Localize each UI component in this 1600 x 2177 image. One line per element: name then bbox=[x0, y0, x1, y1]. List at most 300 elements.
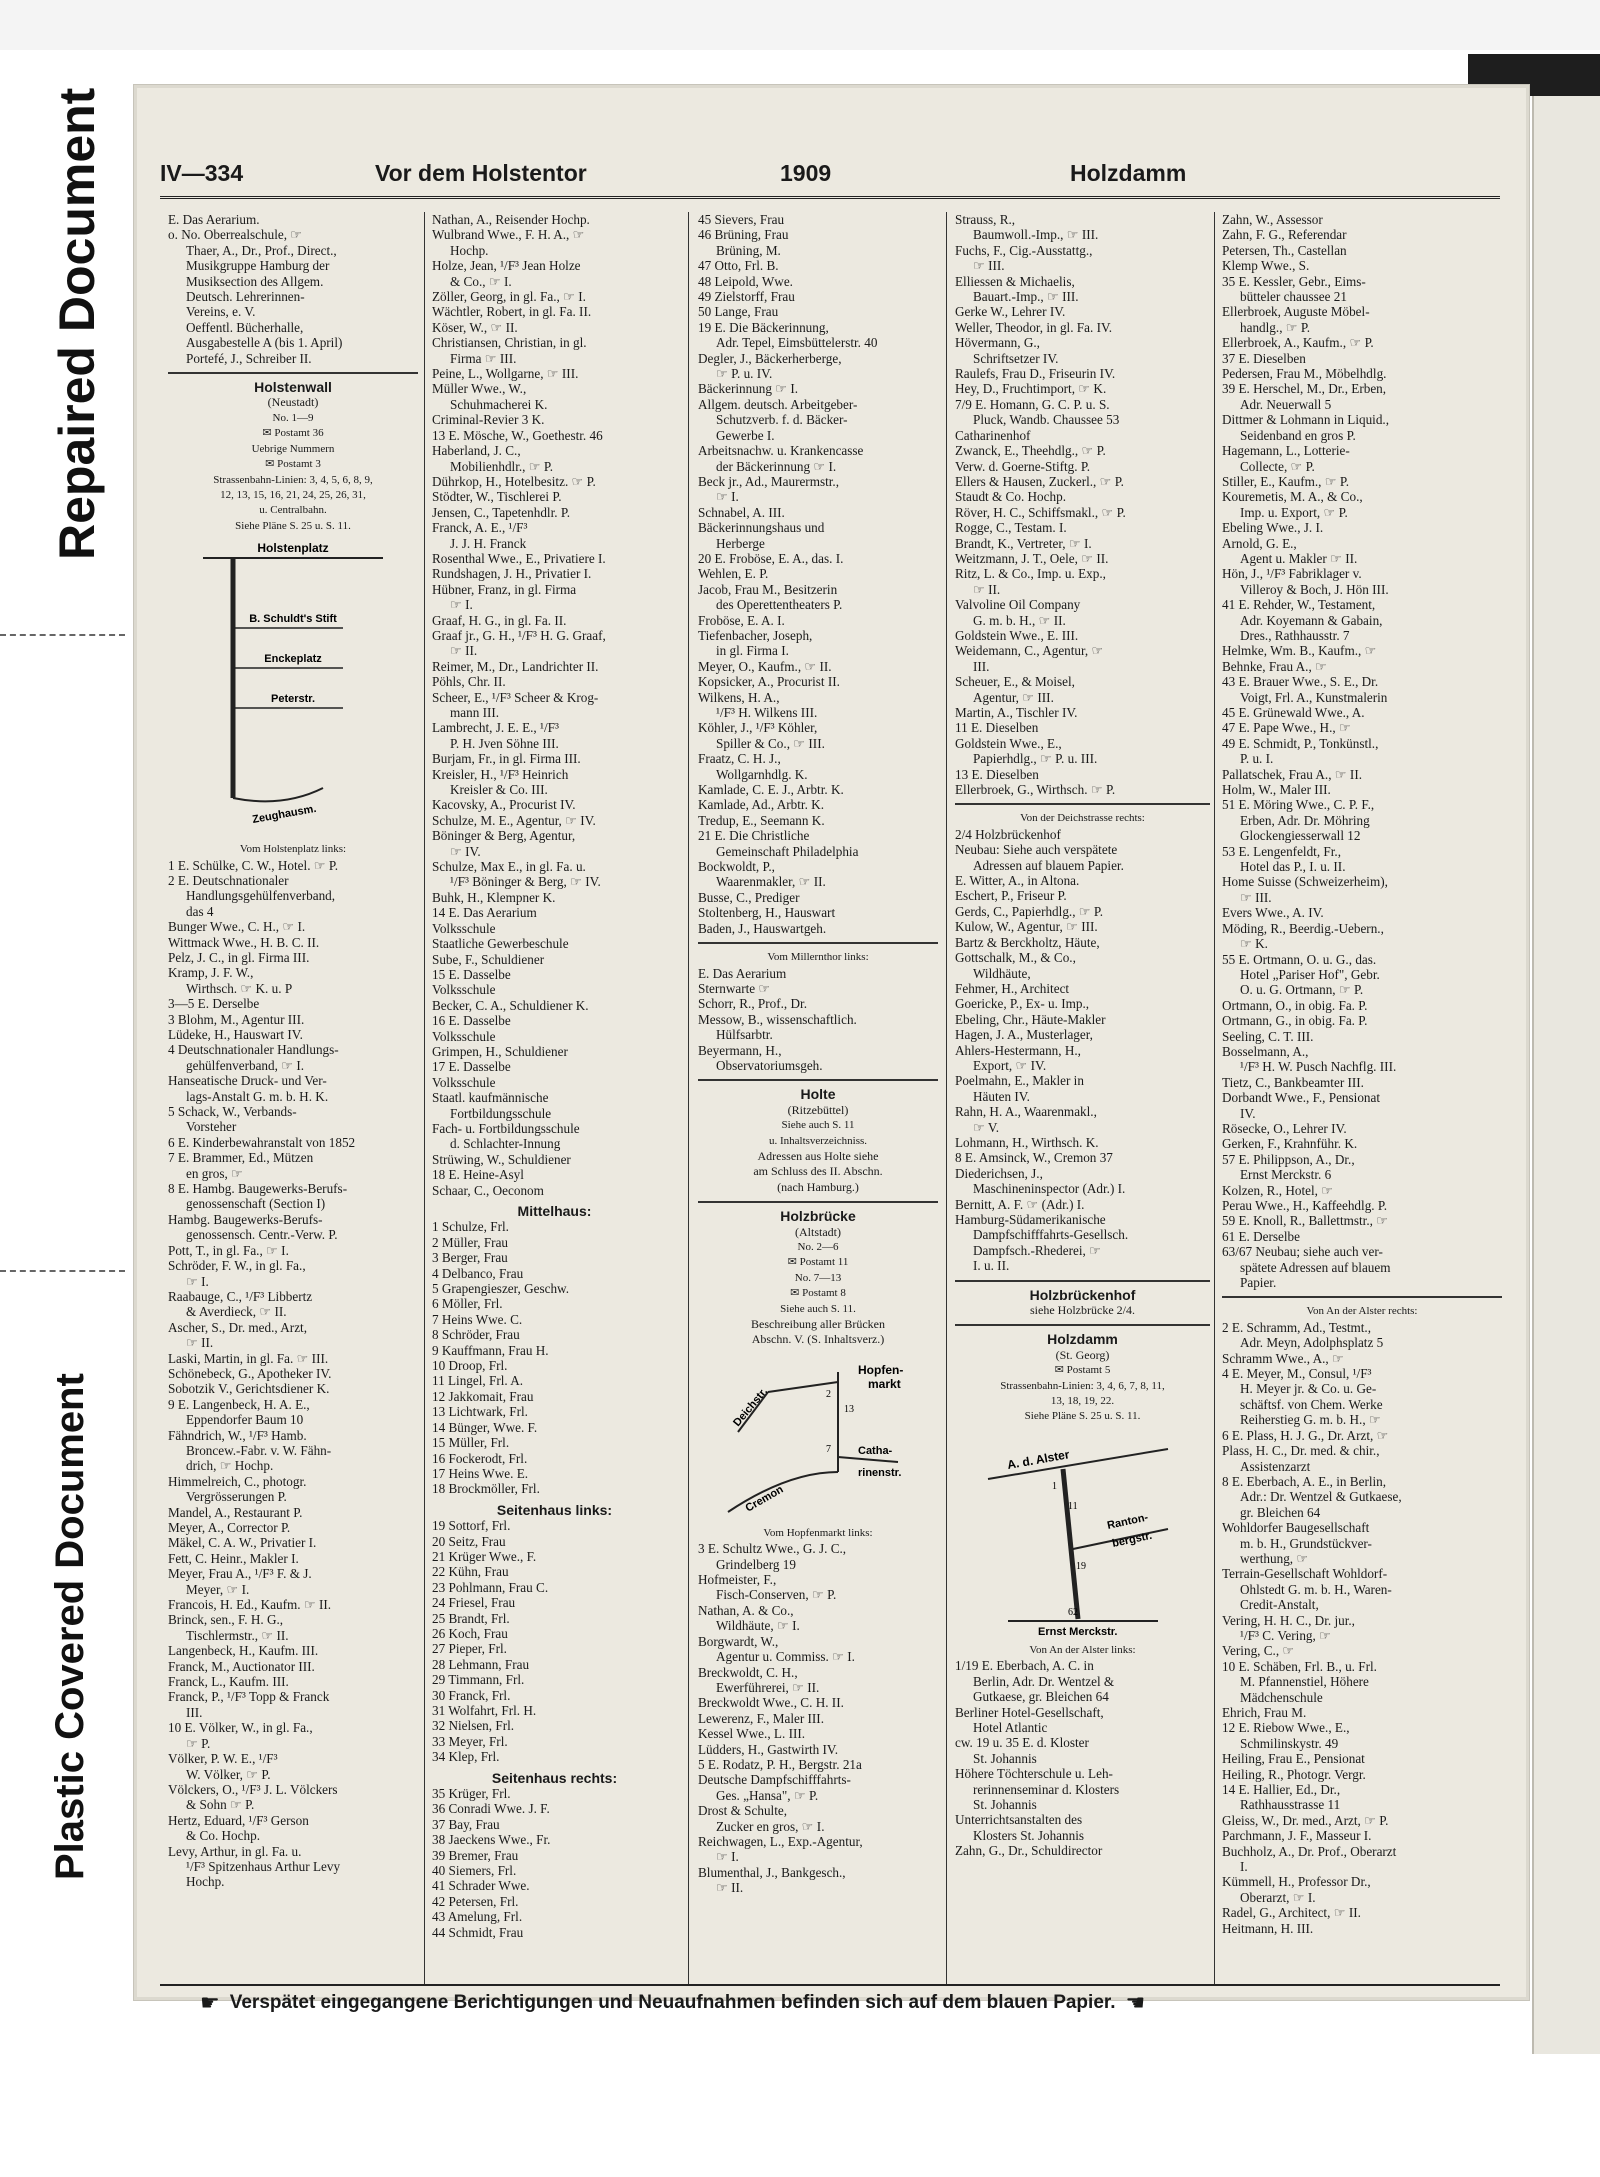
directory-entry: Gerds, C., Papierhdlg., ☞ P. bbox=[955, 903, 1104, 919]
map-number: 11 bbox=[1067, 1500, 1078, 1512]
directory-entry: Hübner, Franz, in gl. Firma bbox=[432, 581, 577, 597]
directory-entry: Volksschule bbox=[432, 982, 496, 998]
directory-entry: Gewerbe I. bbox=[716, 427, 775, 443]
section-rule bbox=[698, 942, 938, 944]
directory-entry: Franck, M., Auctionator III. bbox=[168, 1658, 315, 1674]
directory-entry: drich, ☞ Hochp. bbox=[186, 1458, 274, 1474]
directory-entry: Franck, P., ¹/F³ Topp & Franck bbox=[168, 1689, 330, 1705]
directory-entry: Hülfsarbtr. bbox=[716, 1027, 773, 1043]
directory-entry: Borgwardt, W., bbox=[698, 1633, 779, 1649]
section-heading: Holte bbox=[800, 1087, 836, 1103]
directory-entry: Neubau: Siehe auch verspätete bbox=[955, 842, 1118, 858]
directory-entry: Fach- u. Fortbildungsschule bbox=[432, 1120, 580, 1136]
directory-entry: Seeling, C. T. III. bbox=[1222, 1028, 1314, 1044]
directory-entry: Vering, C., ☞ bbox=[1222, 1643, 1295, 1659]
directory-entry: Himmelreich, C., photogr. bbox=[168, 1473, 307, 1489]
directory-entry: IV. bbox=[1240, 1105, 1256, 1121]
directory-entry: Adr. Tepel, Eimsbüttelerstr. 40 bbox=[716, 335, 878, 351]
directory-entry: 43 E. Brauer Wwe., S. E., Dr. bbox=[1222, 674, 1379, 690]
directory-entry: 2/4 Holzbrückenhof bbox=[955, 826, 1061, 842]
directory-entry: Ritz, L. & Co., Imp. u. Exp., bbox=[955, 566, 1106, 582]
directory-entry: Raabauge, C., ¹/F³ Libbertz bbox=[168, 1288, 313, 1304]
directory-entry: Musiksection des Allgem. bbox=[186, 273, 324, 289]
directory-entry: Papier. bbox=[1240, 1275, 1277, 1291]
column-divider bbox=[688, 212, 689, 1984]
directory-entry: cw. 19 u. 35 E. d. Kloster bbox=[955, 1735, 1089, 1751]
directory-entry: ☞ V. bbox=[973, 1119, 999, 1135]
directory-column-3 bbox=[698, 212, 938, 1982]
directory-entry: Bäckerinnung ☞ I. bbox=[698, 381, 799, 397]
directory-entry: 45 E. Grünewald Wwe., A. bbox=[1222, 705, 1365, 720]
directory-entry: Oeffentl. Bücherhalle, bbox=[186, 319, 304, 335]
section-note: No. 2—6 bbox=[797, 1241, 839, 1253]
directory-entry: Zahn, G., Dr., Schuldirector bbox=[955, 1843, 1103, 1859]
directory-entry: E. Das Aerarium. bbox=[168, 212, 260, 227]
section-heading: Holzdamm bbox=[1047, 1332, 1118, 1348]
adjacent-page-edge bbox=[1532, 54, 1600, 2054]
directory-entry: Ellers & Hausen, Zuckerl., ☞ P. bbox=[955, 473, 1124, 489]
map-label: A. d. Alster bbox=[1005, 1447, 1070, 1472]
map-number: 62 bbox=[1067, 1606, 1078, 1618]
directory-entry: Pott, T., in gl. Fa., ☞ I. bbox=[168, 1242, 289, 1258]
directory-entry: 42 Petersen, Frl. bbox=[432, 1893, 519, 1909]
directory-entry: 20 Seitz, Frau bbox=[432, 1533, 506, 1549]
directory-entry: Hertz, Eduard, ¹/F³ Gerson bbox=[168, 1812, 309, 1828]
map-label: markt bbox=[868, 1376, 901, 1391]
directory-entry: Evers Wwe., A. IV. bbox=[1222, 905, 1324, 921]
directory-entry: Ebeling, Chr., Häute-Makler bbox=[955, 1011, 1106, 1027]
holzdamm-street-map bbox=[968, 1429, 1198, 1639]
directory-entry: 21 E. Die Christliche bbox=[698, 828, 810, 844]
directory-entry: 8 E. Amsinck, W., Cremon 37 bbox=[955, 1150, 1113, 1166]
directory-entry: P. H. Jven Söhne III. bbox=[450, 735, 559, 751]
section-note: u. Inhaltsverzeichniss. bbox=[768, 1134, 868, 1147]
directory-entry: Staatliche Gewerbeschule bbox=[432, 936, 569, 952]
map-label: Enckeplatz bbox=[264, 653, 322, 666]
directory-entry: Ewerführerei, ☞ II. bbox=[716, 1679, 820, 1695]
directory-entry: Parchmann, J. F., Masseur I. bbox=[1222, 1828, 1372, 1844]
directory-entry: 40 Siemers, Frl. bbox=[432, 1863, 517, 1879]
directory-entry: 47 E. Pape Wwe., H., ☞ bbox=[1222, 720, 1351, 736]
directory-entry: Schulze, Max E., in gl. Fa. u. bbox=[432, 859, 586, 875]
directory-entry: & Co. Hochp. bbox=[186, 1828, 260, 1844]
directory-entry: 37 E. Dieselben bbox=[1222, 350, 1306, 366]
directory-entry: 17 E. Dasselbe bbox=[432, 1059, 511, 1075]
directory-entry: Ges. „Hansa", ☞ P. bbox=[716, 1787, 819, 1803]
directory-entry: St. Johannis bbox=[973, 1750, 1037, 1766]
directory-entry: Volksschule bbox=[432, 1028, 496, 1044]
section-note: No. 7—13 bbox=[794, 1271, 842, 1284]
directory-entry: Volksschule bbox=[432, 1074, 496, 1090]
directory-entry: Rösecke, O., Lehrer IV. bbox=[1222, 1120, 1347, 1136]
directory-entry: Thaer, A., Dr., Prof., Direct., bbox=[186, 242, 337, 258]
directory-entry: Berlin, Adr. Dr. Wentzel & bbox=[973, 1673, 1115, 1689]
directory-entry: der Bäckerinnung ☞ I. bbox=[716, 458, 837, 474]
directory-entry: Schönebeck, G., Apotheker IV. bbox=[168, 1365, 332, 1381]
map-label: B. Schuldt's Stift bbox=[249, 613, 337, 626]
section-subtitle: Beschreibung aller Brücken bbox=[751, 1317, 885, 1332]
directory-entry: 8 Schröder, Frau bbox=[432, 1327, 520, 1343]
directory-entry: Raulefs, Frau D., Friseurin IV. bbox=[955, 366, 1116, 382]
section-note: Vom Holstenplatz links: bbox=[239, 843, 347, 856]
directory-entry: 37 Bay, Frau bbox=[432, 1816, 500, 1832]
map-label: Deichstr. bbox=[731, 1385, 771, 1429]
directory-entry: ☞ I. bbox=[716, 489, 739, 505]
directory-entry: ¹/F³ H. W. Pusch Nachflg. III. bbox=[1240, 1059, 1397, 1075]
directory-entry: 11 Lingel, Frl. A. bbox=[432, 1373, 524, 1389]
directory-entry: en gros, ☞ bbox=[186, 1165, 243, 1181]
directory-entry: 9 Kauffmann, Frau H. bbox=[432, 1342, 549, 1358]
section-rule bbox=[698, 1079, 938, 1081]
directory-entry: 20 E. Froböse, E. A., das. I. bbox=[698, 550, 844, 566]
directory-entry: & Co., ☞ I. bbox=[450, 273, 512, 289]
directory-entry: Fähndrich, W., ¹/F³ Hamb. bbox=[168, 1427, 307, 1443]
directory-entry: Reimer, M., Dr., Landrichter II. bbox=[432, 658, 599, 674]
directory-entry: Schröder, F. W., in gl. Fa., bbox=[168, 1258, 306, 1274]
directory-entry: I. bbox=[1240, 1859, 1248, 1875]
section-note: Vom Hopfenmarkt links: bbox=[763, 1526, 873, 1539]
directory-entry: Dührkop, H., Hotelbesitz. ☞ P. bbox=[432, 473, 596, 489]
section-note: Vom Millernthor links: bbox=[767, 951, 869, 964]
directory-entry: 41 E. Rehder, W., Testament, bbox=[1222, 597, 1376, 613]
directory-entry: Staatl. kaufmännische bbox=[432, 1090, 549, 1106]
separator-dashed bbox=[0, 634, 125, 636]
column-divider bbox=[1214, 212, 1215, 1984]
directory-entry: Gerke W., Lehrer IV. bbox=[955, 304, 1066, 320]
directory-entry: 3 Blohm, M., Agentur III. bbox=[168, 1011, 305, 1027]
directory-entry: 10 Droop, Frl. bbox=[432, 1358, 508, 1374]
directory-entry: ☞ II. bbox=[450, 643, 478, 659]
directory-entry: Goericke, P., Ex- u. Imp., bbox=[955, 996, 1090, 1012]
directory-entry: Wohldorfer Baugesellschaft bbox=[1222, 1520, 1370, 1536]
section-note: u. Centralbahn. bbox=[259, 504, 327, 517]
directory-entry: Ellerbroek, A., Kaufm., ☞ P. bbox=[1222, 335, 1374, 351]
section-note: Strassenbahn-Linien: 3, 4, 5, 6, 8, 9, bbox=[213, 473, 373, 486]
next-street-title: Holzdamm bbox=[1070, 160, 1187, 186]
directory-entry: Zahn, F. G., Referendar bbox=[1222, 227, 1347, 243]
directory-entry: Böninger & Berg, Agentur, bbox=[432, 828, 576, 844]
directory-entry: Gottschalk, M., & Co., bbox=[955, 950, 1076, 966]
section-note: Von An der Alster rechts: bbox=[1306, 1305, 1418, 1318]
directory-entry: 5 E. Rodatz, P. H., Bergstr. 21a bbox=[698, 1756, 862, 1772]
section-note: No. 1—9 bbox=[272, 411, 314, 424]
section-subtitle: (Altstadt) bbox=[795, 1224, 841, 1239]
directory-entry: Wildhäute, bbox=[973, 965, 1031, 981]
directory-entry: III. bbox=[186, 1704, 203, 1720]
directory-entry: Jensen, C., Tapetenhdlr. P. bbox=[432, 504, 571, 520]
directory-entry: 31 Wolfahrt, Frl. H. bbox=[432, 1703, 537, 1718]
page-header bbox=[160, 160, 1500, 190]
directory-entry: Rahn, H. A., Waarenmakl., bbox=[955, 1104, 1097, 1120]
directory-entry: Oberarzt, ☞ I. bbox=[1240, 1889, 1316, 1905]
directory-entry: Criminal-Revier 3 K. bbox=[432, 412, 545, 428]
directory-entry: Agentur, ☞ III. bbox=[973, 689, 1054, 705]
directory-entry: Schorr, R., Prof., Dr. bbox=[698, 996, 807, 1012]
directory-entry: Fisch-Conserven, ☞ P. bbox=[716, 1587, 837, 1603]
directory-entry: Laski, Martin, in gl. Fa. ☞ III. bbox=[168, 1350, 329, 1366]
page-number: IV—334 bbox=[160, 160, 244, 186]
directory-entry: 7 E. Brammer, Ed., Mützen bbox=[168, 1150, 314, 1166]
directory-entry: Arbeitsnachw. u. Krankencasse bbox=[698, 443, 864, 459]
directory-entry: Burjam, Fr., in gl. Firma III. bbox=[432, 751, 581, 767]
directory-entry: Tredup, E., Seemann K. bbox=[698, 812, 825, 828]
directory-entry: Sobotzik V., Gerichtsdiener K. bbox=[168, 1381, 330, 1397]
directory-entry: Ellerbroek, Auguste Möbel- bbox=[1222, 304, 1370, 320]
directory-entry: Goldstein Wwe., E., bbox=[955, 735, 1062, 751]
directory-entry: Klosters St. Johannis bbox=[973, 1827, 1084, 1843]
footer-notice bbox=[200, 1990, 1500, 2016]
directory-entry: Rogge, C., Testam. I. bbox=[955, 520, 1067, 536]
directory-entry: Schulze, M. E., Agentur, ☞ IV. bbox=[432, 812, 596, 828]
hopfenmarkt-street-map bbox=[708, 1352, 928, 1522]
directory-entry: Hagen, J. A., Musterlager, bbox=[955, 1027, 1093, 1043]
section-note: Siehe Pläne S. 25 u. S. 11. bbox=[1024, 1410, 1141, 1423]
map-label: Holstenplatz bbox=[257, 541, 329, 556]
directory-entry: Pluck, Wandb. Chaussee 53 bbox=[973, 412, 1120, 428]
directory-entry: Jacob, Frau M., Besitzerin bbox=[698, 581, 838, 597]
directory-entry: Gerken, F., Krahnführ. K. bbox=[1222, 1136, 1358, 1152]
section-subtitle: (Neustadt) bbox=[267, 395, 319, 410]
directory-entry: Beck jr., Ad., Maurermstr., bbox=[698, 473, 840, 489]
directory-entry: 9 E. Langenbeck, H. A. E., bbox=[168, 1396, 310, 1412]
directory-entry: Heiling, R., Photogr. Vergr. bbox=[1222, 1766, 1366, 1782]
directory-entry: 2 Müller, Frau bbox=[432, 1234, 509, 1250]
directory-entry: Dampfschifffahrts-Gesellsch. bbox=[973, 1227, 1129, 1243]
directory-entry: Grimpen, H., Schuldiener bbox=[432, 1043, 568, 1059]
directory-entry: Volksschule bbox=[432, 920, 496, 936]
directory-entry: Zwanck, E., Theehdlg., ☞ P. bbox=[955, 443, 1106, 459]
directory-entry: Lohmann, H., Wirthsch. K. bbox=[955, 1134, 1099, 1150]
section-note: Von An der Alster links: bbox=[1029, 1643, 1136, 1656]
directory-entry: ☞ I. bbox=[186, 1273, 209, 1289]
street-title: Vor dem Holstentor bbox=[375, 160, 587, 186]
directory-entry: Wirthsch. ☞ K. u. P bbox=[186, 980, 293, 996]
directory-entry: Diederichsen, J., bbox=[955, 1165, 1043, 1181]
directory-entry: Ohlstedt G. m. b. H., Waren- bbox=[1240, 1581, 1392, 1597]
map-label: Peterstr. bbox=[270, 693, 316, 706]
directory-entry: Hey, D., Fruchtimport, ☞ K. bbox=[955, 381, 1107, 397]
directory-entry: 32 Nielsen, Frl. bbox=[432, 1718, 515, 1734]
directory-entry: 3 E. Schultz Wwe., G. J. C., bbox=[698, 1541, 847, 1557]
directory-entry: Maschineninspector (Adr.) I. bbox=[973, 1181, 1126, 1197]
directory-entry: Holze, Jean, ¹/F³ Jean Holze bbox=[432, 258, 581, 274]
directory-entry: G. m. b. H., ☞ II. bbox=[973, 612, 1066, 628]
directory-entry: 4 E. Meyer, M., Consul, ¹/F³ bbox=[1222, 1366, 1372, 1382]
directory-entry: Schmilinskystr. 49 bbox=[1240, 1735, 1339, 1751]
directory-entry: o. No. Oberrealschule, ☞ bbox=[168, 227, 303, 243]
directory-entry: Terrain-Gesellschaft Wohldorf- bbox=[1222, 1566, 1388, 1582]
directory-entry: Berliner Hotel-Gesellschaft, bbox=[955, 1704, 1104, 1720]
directory-column-4 bbox=[955, 212, 1210, 1982]
directory-entry: Fortbildungsschule bbox=[450, 1105, 552, 1121]
map-label: Catha- bbox=[858, 1444, 893, 1457]
directory-entry: Klemp Wwe., S. bbox=[1222, 258, 1310, 274]
directory-entry: 14 Bünger, Wwe. F. bbox=[432, 1419, 538, 1435]
directory-entry: Meyer, Frau A., ¹/F³ F. & J. bbox=[168, 1566, 312, 1582]
section-note: 13, 18, 19, 22. bbox=[1050, 1395, 1115, 1408]
directory-entry: Brinck, sen., F. H. G., bbox=[168, 1612, 284, 1628]
directory-entry: Froböse, E. A. I. bbox=[698, 612, 785, 628]
directory-entry: 59 E. Knoll, R., Ballettmstr., ☞ bbox=[1222, 1213, 1389, 1229]
directory-entry: Wächtler, Robert, in gl. Fa. II. bbox=[432, 304, 592, 320]
directory-entry: Peine, L., Wollgarne, ☞ III. bbox=[432, 366, 579, 382]
directory-entry: Catharinenhof bbox=[955, 427, 1031, 443]
directory-entry: Rosenthal Wwe., E., Privatiere I. bbox=[432, 550, 606, 566]
directory-entry: ☞ II. bbox=[716, 1880, 744, 1896]
directory-entry: Papierhdlg., ☞ P. u. III. bbox=[973, 751, 1098, 767]
directory-entry: rerinnenseminar d. Klosters bbox=[973, 1781, 1120, 1797]
directory-entry: 8 E. Eberbach, A. E., in Berlin, bbox=[1222, 1473, 1387, 1489]
directory-entry: ¹/F³ Spitzenhaus Arthur Levy bbox=[186, 1858, 341, 1874]
directory-entry: Kümmell, H., Professor Dr., bbox=[1222, 1874, 1371, 1890]
directory-entry: J. J. H. Franck bbox=[450, 535, 527, 551]
section-note: Siehe auch S. 11 bbox=[781, 1119, 855, 1132]
section-heading: Holstenwall bbox=[254, 380, 332, 396]
directory-entry: Voigt, Frl. A., Kunstmalerin bbox=[1240, 689, 1388, 705]
directory-entry: Hotel „Pariser Hof", Gebr. bbox=[1240, 966, 1380, 982]
directory-entry: 3—5 E. Derselbe bbox=[168, 996, 260, 1012]
directory-entry: Imp. u. Export, ☞ P. bbox=[1240, 504, 1348, 520]
directory-entry: Mandel, A., Restaurant P. bbox=[168, 1504, 303, 1520]
directory-entry: d. Schlachter-Innung bbox=[450, 1136, 561, 1152]
section-rule bbox=[1222, 1296, 1502, 1298]
directory-entry: Ahlers-Hestermann, H., bbox=[955, 1042, 1081, 1058]
directory-entry: Allgem. deutsch. Arbeitgeber- bbox=[698, 396, 858, 412]
directory-entry: Völker, P. W. E., ¹/F³ bbox=[168, 1751, 278, 1767]
directory-entry: Dittmer & Lohmann in Liquid., bbox=[1222, 412, 1390, 428]
directory-entry: Firma ☞ III. bbox=[450, 350, 517, 366]
directory-entry: Export, ☞ IV. bbox=[973, 1057, 1047, 1073]
footer-rule bbox=[160, 1984, 1500, 1986]
directory-entry: 25 Brandt, Frl. bbox=[432, 1610, 510, 1626]
directory-entry: Bosselmann, A., bbox=[1222, 1043, 1309, 1059]
header-rule bbox=[160, 196, 1500, 199]
directory-entry: Sternwarte ☞ bbox=[698, 980, 771, 996]
directory-entry: Kamlade, Ad., Arbtr. K. bbox=[698, 797, 824, 813]
directory-entry: Meyer, ☞ I. bbox=[186, 1581, 250, 1597]
section-heading: Holzbrücke bbox=[780, 1209, 856, 1225]
directory-entry: Kacovsky, A., Procurist IV. bbox=[432, 797, 576, 813]
directory-entry: Brüning, M. bbox=[716, 242, 781, 258]
directory-entry: 21 Krüger Wwe., F. bbox=[432, 1548, 537, 1564]
directory-entry: Portefé, J., Schreiber II. bbox=[186, 350, 312, 366]
directory-entry: 11 E. Dieselben bbox=[955, 720, 1039, 736]
directory-entry: Bäckerinnungshaus und bbox=[698, 520, 825, 536]
section-heading: Holzbrückenhof bbox=[1029, 1287, 1136, 1303]
directory-entry: Seidenband en gros P. bbox=[1240, 427, 1356, 443]
directory-entry: Baden, J., Hauswartgeh. bbox=[698, 920, 827, 936]
directory-entry: ¹/F³ Böninger & Berg, ☞ IV. bbox=[450, 874, 601, 890]
directory-entry: Vergrösserungen P. bbox=[186, 1489, 287, 1505]
directory-entry: ☞ K. bbox=[1240, 936, 1268, 952]
directory-entry: Ortmann, G., in obig. Fa. P. bbox=[1222, 1013, 1368, 1029]
directory-entry: ¹/F³ H. Wilkens III. bbox=[716, 705, 818, 720]
section-note: Strassenbahn-Linien: 3, 4, 6, 7, 8, 11, bbox=[1000, 1379, 1165, 1392]
directory-entry: 34 Klep, Frl. bbox=[432, 1749, 500, 1765]
directory-entry: 16 Fockerodt, Frl. bbox=[432, 1450, 528, 1466]
directory-entry: Deutsch. Lehrerinnen- bbox=[186, 289, 305, 305]
directory-entry: Röver, H. C., Schiffsmakl., ☞ P. bbox=[955, 504, 1126, 520]
directory-entry: Assistenzarzt bbox=[1240, 1458, 1311, 1474]
directory-entry: P. u. I. bbox=[1240, 751, 1274, 767]
directory-entry: Tietz, C., Bankbeamter III. bbox=[1222, 1074, 1364, 1090]
directory-entry: Stiller, E., Kaufm., ☞ P. bbox=[1222, 473, 1350, 489]
directory-entry: Mädchenschule bbox=[1240, 1689, 1323, 1705]
directory-entry: ☞ I. bbox=[716, 1849, 739, 1865]
directory-entry: 13 E. Mösche, W., Goethestr. 46 bbox=[432, 427, 603, 443]
directory-entry: Kreisler, H., ¹/F³ Heinrich bbox=[432, 766, 569, 782]
map-number: 2 bbox=[826, 1388, 831, 1400]
directory-entry: Möding, R., Beerdig.-Uebern., bbox=[1222, 920, 1384, 936]
section-subtitle: (Ritzebüttel) bbox=[787, 1102, 849, 1117]
directory-entry: Schutzverb. f. d. Bäcker- bbox=[716, 412, 848, 428]
directory-entry: 44 Schmidt, Frau bbox=[432, 1924, 524, 1940]
directory-entry: 36 Conradi Wwe. J. F. bbox=[432, 1801, 550, 1817]
directory-entry: Bartz & Berckholtz, Häute, bbox=[955, 934, 1100, 950]
directory-entry: Scheer, E., ¹/F³ Scheer & Krog- bbox=[432, 689, 599, 705]
directory-entry: Vereins, e. V. bbox=[186, 304, 256, 320]
directory-entry: 14 E. Das Aerarium bbox=[432, 905, 537, 921]
directory-entry: schäftsf. von Chem. Werke bbox=[1240, 1396, 1383, 1412]
directory-entry: 19 Sottorf, Frl. bbox=[432, 1518, 511, 1534]
directory-entry: Degler, J., Bäckerherberge, bbox=[698, 350, 842, 366]
directory-entry: Meyer, A., Corrector P. bbox=[168, 1520, 291, 1535]
map-label: rinenstr. bbox=[858, 1466, 902, 1479]
directory-entry: Schaar, C., Oeconom bbox=[432, 1182, 544, 1198]
directory-entry: 29 Timmann, Frl. bbox=[432, 1672, 525, 1688]
directory-entry: Scheuer, E., & Moisel, bbox=[955, 674, 1075, 690]
directory-entry: Schnabel, A. III. bbox=[698, 504, 785, 520]
directory-entry: 1 E. Schülke, C. W., Hotel. ☞ P. bbox=[168, 857, 339, 873]
directory-entry: Tiefenbacher, Joseph, bbox=[698, 627, 813, 643]
column-divider bbox=[946, 212, 947, 1984]
directory-entry: 49 E. Schmidt, P., Tonkünstl., bbox=[1222, 735, 1379, 751]
directory-entry: 43 Amelung, Frl. bbox=[432, 1909, 523, 1925]
directory-entry: 48 Leipold, Wwe. bbox=[698, 273, 793, 289]
directory-entry: & Sohn ☞ P. bbox=[186, 1797, 255, 1813]
directory-entry: O. u. G. Ortmann, ☞ P. bbox=[1240, 982, 1364, 998]
directory-entry: Elliessen & Michaelis, bbox=[955, 273, 1075, 289]
directory-entry: des Operettentheaters P. bbox=[716, 597, 843, 613]
directory-entry: Schriftsetzer IV. bbox=[973, 350, 1059, 366]
directory-entry: 2 E. Schramm, Ad., Testmt., bbox=[1222, 1319, 1372, 1335]
directory-entry: Busse, C., Prediger bbox=[698, 889, 800, 905]
section-note: Uebrige Nummern bbox=[251, 442, 335, 455]
directory-entry: Agentur u. Commiss. ☞ I. bbox=[716, 1649, 855, 1665]
directory-entry: Bockwoldt, P., bbox=[698, 859, 775, 875]
directory-entry: 8 E. Hambg. Baugewerks-Berufs- bbox=[168, 1181, 348, 1197]
directory-entry: 10 E. Schäben, Frl. B., u. Frl. bbox=[1222, 1658, 1377, 1674]
directory-column-5 bbox=[1222, 212, 1502, 1982]
directory-entry: M. Pfannenstiel, Höhere bbox=[1240, 1674, 1369, 1690]
directory-entry: Köhler, J., ¹/F³ Köhler, bbox=[698, 720, 818, 736]
directory-entry: Deutsche Dampfschifffahrts- bbox=[698, 1772, 851, 1788]
section-note: Siehe auch S. 11. bbox=[780, 1302, 856, 1315]
directory-entry: 1/19 E. Eberbach, A. C. in bbox=[955, 1658, 1094, 1674]
section-subtitle: (nach Hamburg.) bbox=[777, 1179, 859, 1194]
directory-column-2 bbox=[432, 212, 677, 1982]
directory-entry: 7/9 E. Homann, G. C. P. u. S. bbox=[955, 396, 1110, 412]
directory-entry: Wulbrand Wwe., F. H. A., ☞ bbox=[432, 227, 585, 243]
directory-entry: in gl. Firma I. bbox=[716, 643, 789, 659]
map-label: Ranton- bbox=[1105, 1511, 1149, 1532]
directory-column-1 bbox=[168, 212, 418, 1982]
directory-entry: 39 Bremer, Frau bbox=[432, 1847, 519, 1863]
directory-entry: Hotel das P., I. u. II. bbox=[1240, 859, 1346, 875]
directory-entry: Kulow, W., Agentur, ☞ III. bbox=[955, 919, 1098, 935]
directory-entry: 4 Delbanco, Frau bbox=[432, 1265, 524, 1281]
map-label: Hopfen- bbox=[858, 1362, 904, 1377]
